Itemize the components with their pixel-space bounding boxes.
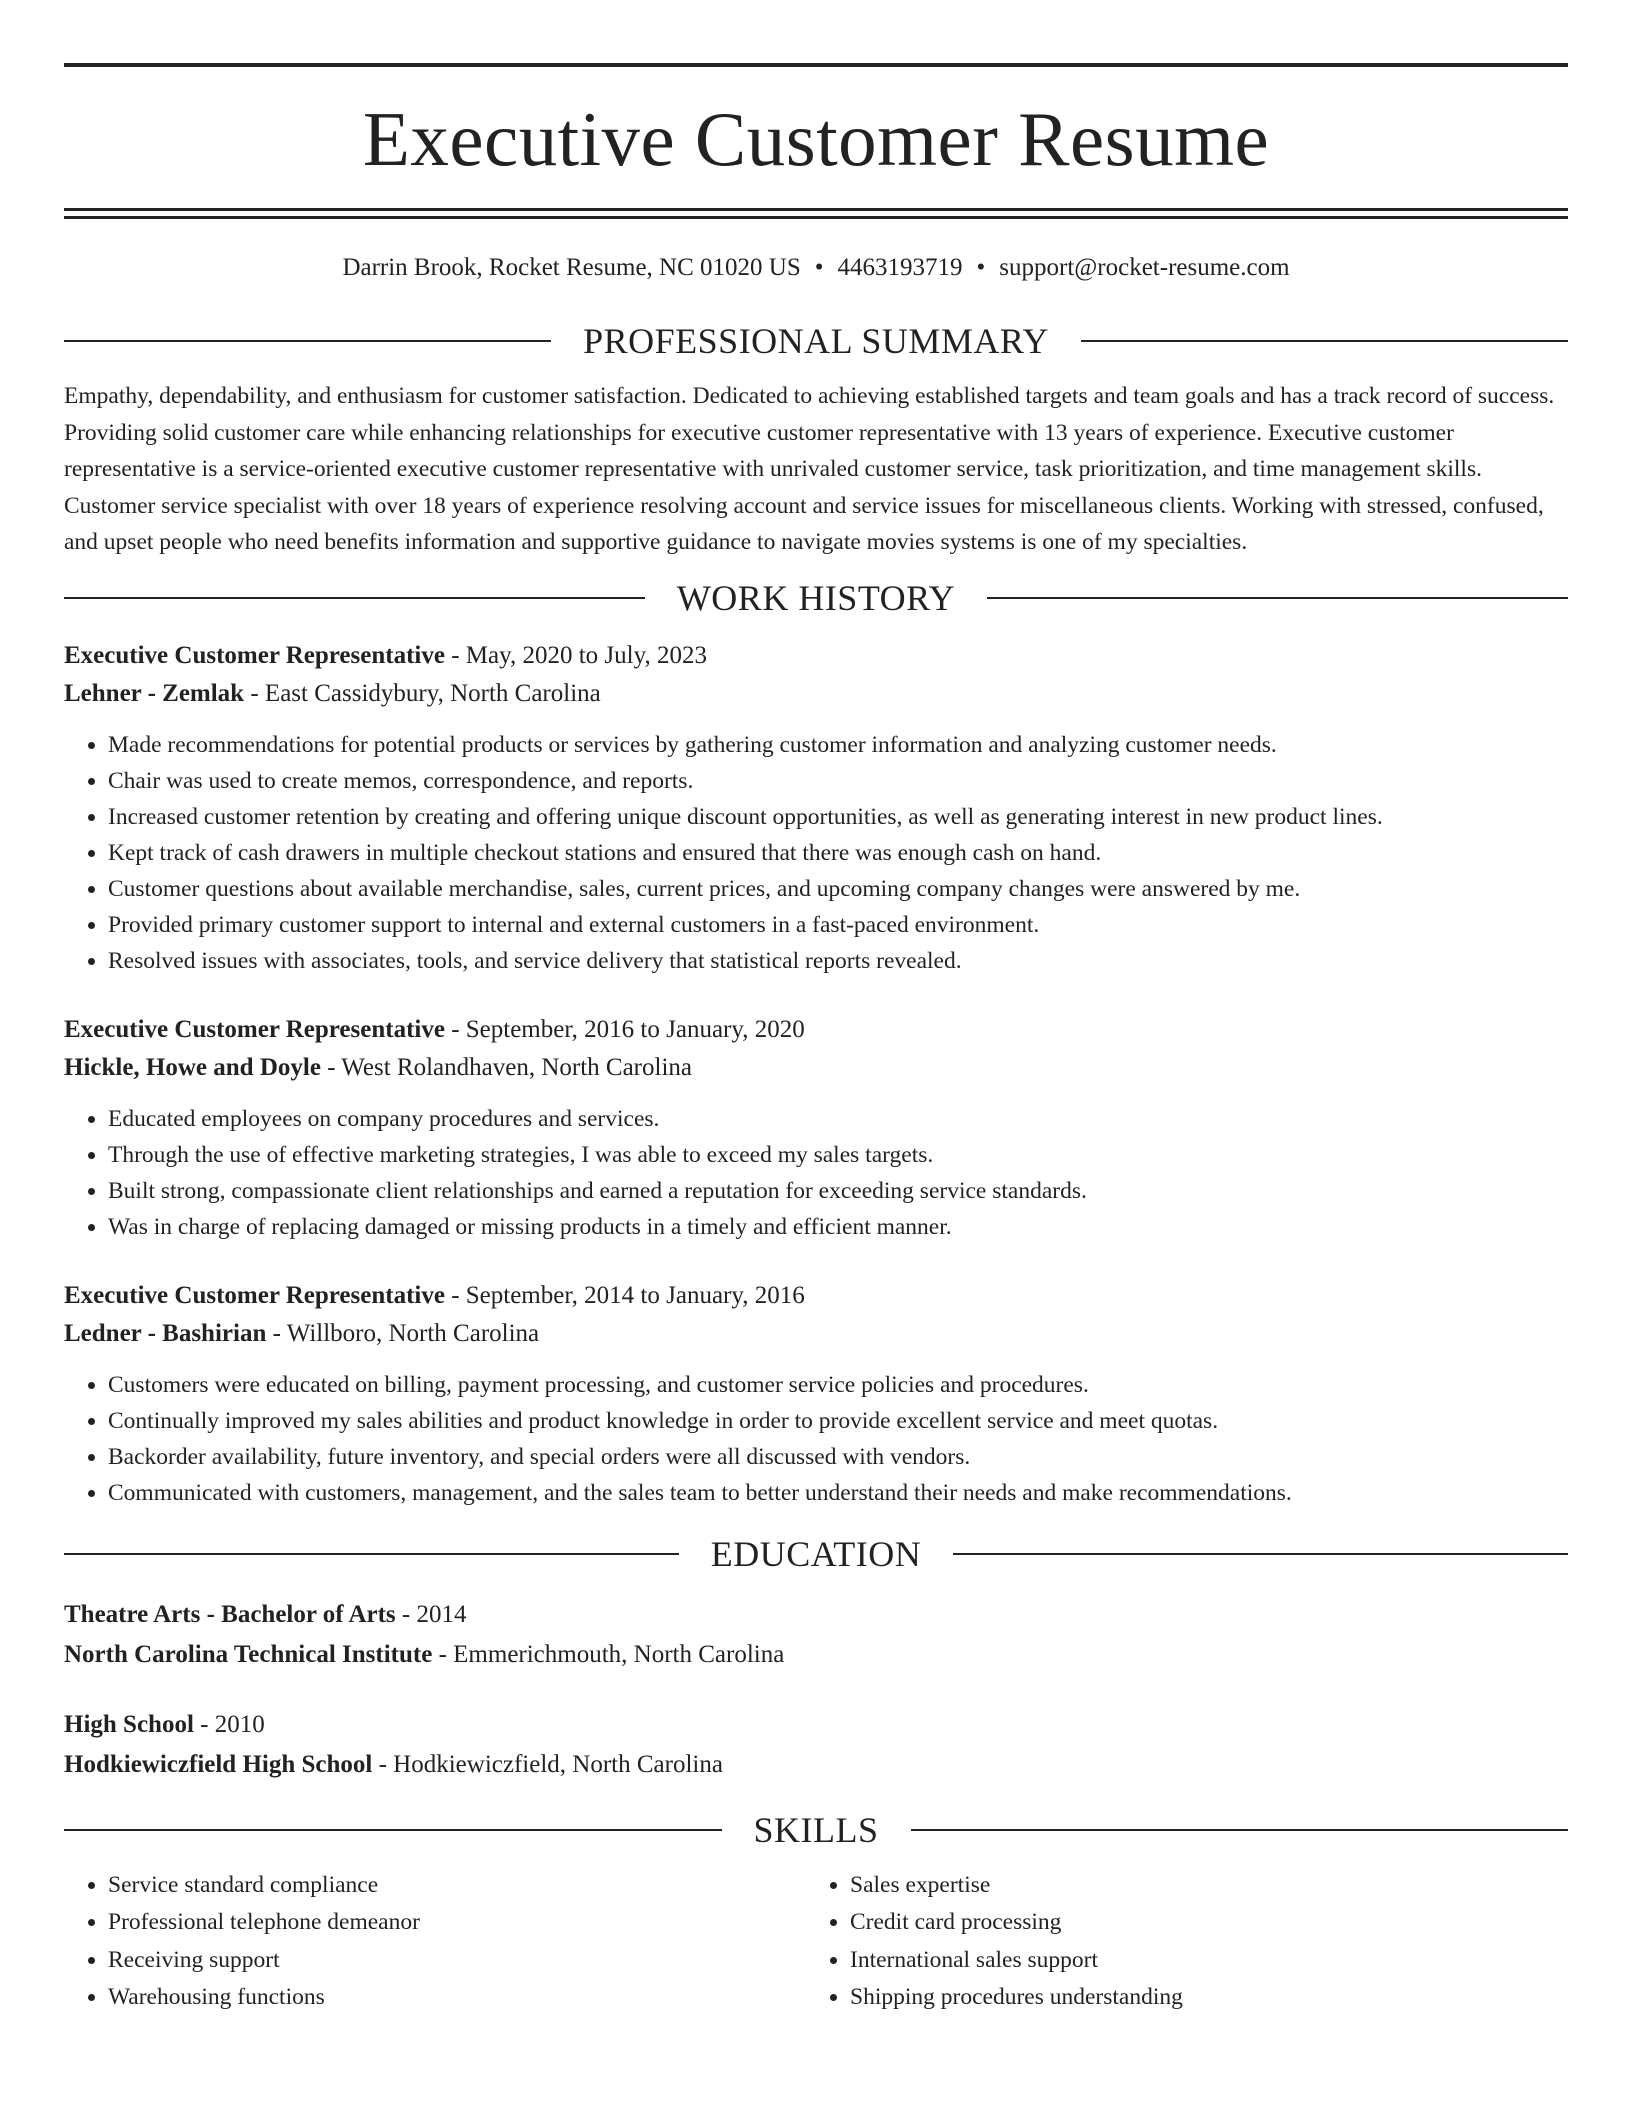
job-title: Executive Customer Representative	[64, 1015, 445, 1043]
education-school-line	[64, 1635, 1568, 1675]
education-degree: Theatre Arts - Bachelor of Arts	[64, 1600, 396, 1628]
job-dates: - September, 2014 to January, 2016	[444, 1281, 805, 1309]
education-entry	[64, 1705, 1568, 1785]
job-company-line	[64, 1315, 1568, 1353]
education-year: - 2010	[193, 1710, 265, 1738]
list-item: • Chair was used to create memos, correspondence, and reports.	[108, 763, 1568, 799]
summary-text: Empathy, dependability, and enthusiasm for customer satisfaction. Dedicated to achieving established targets and team goals and has a track record of success. Providing solid customer care while enhancing relationships for executive customer representative with 13 years of experience. Executive customer representative is a service-oriented executive customer representative with unrivaled customer service, task prioritization, and time management skills. Customer service specialist with over 18 years of experience resolving account and service issues for miscellaneous clients. Working with stressed, confused, and upset people who need benefits information and supportive guidance to navigate movies systems is one of my specialties.	[64, 383, 1555, 555]
list-item: • Was in charge of replacing damaged or missing products in a timely and efficient manner.	[108, 1209, 1568, 1245]
section-heading-education	[64, 1531, 1568, 1577]
list-item: • Service standard compliance	[108, 1867, 806, 1905]
list-item: • Educated employees on company procedures and services.	[108, 1101, 1568, 1137]
job-dates: - September, 2016 to January, 2020	[444, 1015, 805, 1043]
skills-list-right	[806, 1867, 1548, 2017]
title-double-rule	[64, 208, 1568, 219]
list-item: • Increased customer retention by creating and offering unique discount opportunities, as well as generating interest in new product lines.	[108, 799, 1568, 835]
contact-phone: 4463193719	[837, 254, 963, 281]
heading-rule-left	[64, 1829, 722, 1831]
job-entry	[64, 1011, 1568, 1245]
job-title-line	[64, 637, 1568, 675]
job-title: Executive Customer Representative	[64, 1281, 445, 1309]
heading-rule-left	[64, 1553, 679, 1555]
job-dates: - May, 2020 to July, 2023	[444, 641, 707, 669]
job-bullets	[64, 1101, 1568, 1245]
section-heading-skills	[64, 1807, 1568, 1853]
list-item: • Resolved issues with associates, tools, and service delivery that statistical reports revealed.	[108, 943, 1568, 979]
heading-rule-right	[1081, 340, 1568, 342]
list-item: • Communicated with customers, management, and the sales team to better understand their needs and make recommendations.	[108, 1475, 1568, 1511]
job-entry	[64, 1277, 1568, 1511]
job-company: Ledner - Bashirian	[64, 1319, 267, 1347]
contact-separator: •	[976, 254, 986, 281]
job-location: - East Cassidybury, North Carolina	[244, 679, 601, 707]
education-school: North Carolina Technical Institute	[64, 1640, 433, 1668]
job-title-line	[64, 1011, 1568, 1049]
list-item: • Made recommendations for potential products or services by gathering customer information and analyzing customer needs.	[108, 727, 1568, 763]
education-degree-line	[64, 1595, 1568, 1635]
list-item: • Receiving support	[108, 1942, 806, 1980]
section-heading-work	[64, 575, 1568, 621]
contact-email: support@rocket-resume.com	[999, 254, 1290, 281]
education-location: - Emmerichmouth, North Carolina	[432, 1640, 785, 1668]
resume-title: Executive Customer Resume	[362, 96, 1270, 182]
job-company-line	[64, 1049, 1568, 1087]
job-entry	[64, 637, 1568, 979]
job-location: - Willboro, North Carolina	[266, 1319, 540, 1347]
section-title-work: WORK HISTORY	[676, 577, 956, 618]
heading-rule-right	[911, 1829, 1569, 1831]
education-degree-line	[64, 1705, 1568, 1745]
education-entry	[64, 1595, 1568, 1675]
list-item: • Professional telephone demeanor	[108, 1904, 806, 1942]
education-year: - 2014	[395, 1600, 467, 1628]
job-company: Lehner - Zemlak	[64, 679, 245, 707]
list-item: • Through the use of effective marketing strategies, I was able to exceed my sales targets.	[108, 1137, 1568, 1173]
section-title-skills: SKILLS	[753, 1809, 879, 1850]
job-company: Hickle, Howe and Doyle	[64, 1053, 321, 1081]
job-location: - West Rolandhaven, North Carolina	[320, 1053, 692, 1081]
job-bullets	[64, 1367, 1568, 1511]
list-item: • Sales expertise	[850, 1867, 1548, 1905]
job-bullets	[64, 727, 1568, 979]
resume-page	[64, 0, 1568, 2017]
job-title: Executive Customer Representative	[64, 641, 445, 669]
list-item: • International sales support	[850, 1942, 1548, 1980]
list-item: • Customer questions about available merchandise, sales, current prices, and upcoming company changes were answered by me.	[108, 871, 1568, 907]
list-item: • Backorder availability, future inventory, and special orders were all discussed with vendors.	[108, 1439, 1568, 1475]
skills-columns	[64, 1867, 1568, 2017]
education-school-line	[64, 1745, 1568, 1785]
list-item: • Provided primary customer support to internal and external customers in a fast-paced environment.	[108, 907, 1568, 943]
list-item: • Shipping procedures understanding	[850, 1979, 1548, 2017]
heading-rule-left	[64, 597, 645, 599]
list-item: • Credit card processing	[850, 1904, 1548, 1942]
list-item: • Kept track of cash drawers in multiple checkout stations and ensured that there was enough cash on hand.	[108, 835, 1568, 871]
section-heading-summary	[64, 318, 1568, 364]
heading-rule-left	[64, 340, 551, 342]
list-item: • Customers were educated on billing, payment processing, and customer service policies and procedures.	[108, 1367, 1568, 1403]
contact-separator: •	[814, 254, 824, 281]
list-item: • Continually improved my sales abilities and product knowledge in order to provide excellent service and meet quotas.	[108, 1403, 1568, 1439]
list-item: • Built strong, compassionate client relationships and earned a reputation for exceeding service standards.	[108, 1173, 1568, 1209]
skills-list-left	[64, 1867, 806, 2017]
list-item: • Warehousing functions	[108, 1979, 806, 2017]
section-title-education: EDUCATION	[710, 1533, 922, 1574]
section-title-summary: PROFESSIONAL SUMMARY	[583, 321, 1049, 361]
education-location: - Hodkiewiczfield, North Carolina	[372, 1750, 723, 1778]
heading-rule-right	[953, 1553, 1568, 1555]
contact-address: Darrin Brook, Rocket Resume, NC 01020 US	[342, 254, 801, 281]
education-degree: High School	[64, 1710, 194, 1738]
job-company-line	[64, 675, 1568, 713]
heading-rule-right	[987, 597, 1568, 599]
top-rule	[64, 63, 1568, 67]
job-title-line	[64, 1277, 1568, 1315]
education-school: Hodkiewiczfield High School	[64, 1750, 373, 1778]
contact-line	[64, 251, 1568, 285]
